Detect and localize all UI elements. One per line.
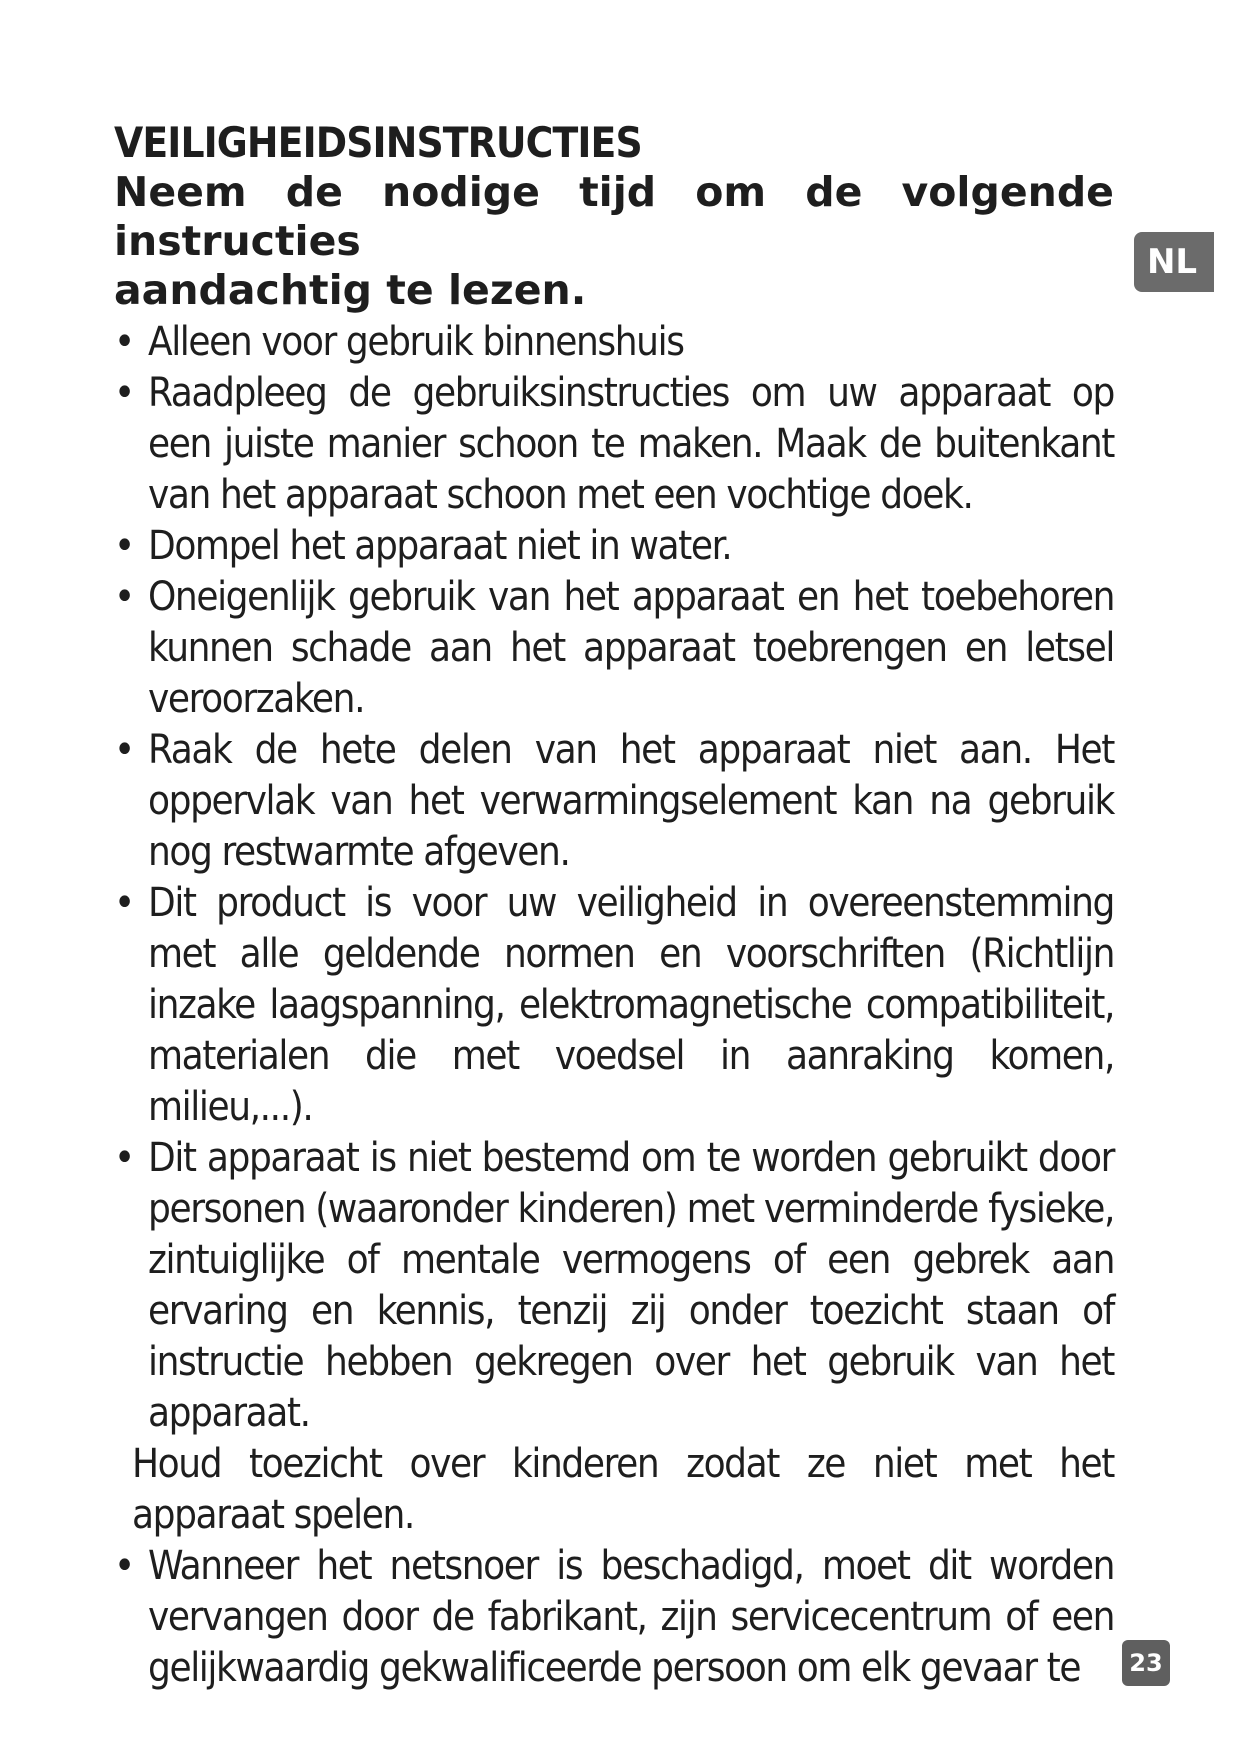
instruction-item: • Dit product is voor uw veiligheid in overeenstemming met alle geldende normen en voorschriften (Richtlijn inzake laagspanning, elektromagnetische compatibiliteit, materialen die met voedsel in aanraking komen, milieu,...).	[114, 878, 1114, 1133]
instruction-item: • Alleen voor gebruik binnenshuis	[114, 317, 1114, 368]
subtitle-line-1: Neem de nodige tijd om de volgende instructies	[114, 168, 1114, 265]
subtitle-line-2: aandachtig te lezen.	[114, 266, 587, 314]
instruction-note: Houd toezicht over kinderen zodat ze niet met het apparaat spelen.	[132, 1441, 1114, 1538]
safety-section	[114, 118, 1124, 1694]
instruction-item: • Raadpleeg de gebruiksinstructies om uw apparaat op een juiste manier schoon te maken. Maak de buitenkant van het apparaat schoon met een vochtige doek.	[114, 368, 1114, 521]
section-title: VEILIGHEIDSINSTRUCTIES	[114, 118, 642, 167]
instruction-item: • Dit apparaat is niet bestemd om te worden gebruikt door personen (waaronder kinderen) met verminderde fysieke, zintuiglijke of mentale vermogens of een gebrek aan ervaring en kennis, tenzij zij onder toezicht staan of instructie hebben gekregen over het gebruik van het apparaat.	[114, 1133, 1114, 1439]
page-number-badge: 23	[1122, 1640, 1170, 1686]
instruction-item: • Oneigenlijk gebruik van het apparaat en het toebehoren kunnen schade aan het apparaat toebrengen en letsel veroorzaken.	[114, 572, 1114, 725]
instruction-item: • Wanneer het netsnoer is beschadigd, moet dit worden vervangen door de fabrikant, zijn servicecentrum of een gelijkwaardig gekwalificeerde persoon om elk gevaar te	[114, 1541, 1114, 1694]
instruction-item: • Raak de hete delen van het apparaat niet aan. Het oppervlak van het verwarmingselement kan na gebruik nog restwarmte afgeven.	[114, 725, 1114, 878]
section-subtitle	[114, 168, 1114, 315]
instruction-list	[114, 317, 1124, 1694]
language-tab: NL	[1134, 232, 1214, 292]
instruction-item: • Dompel het apparaat niet in water.	[114, 521, 1114, 572]
